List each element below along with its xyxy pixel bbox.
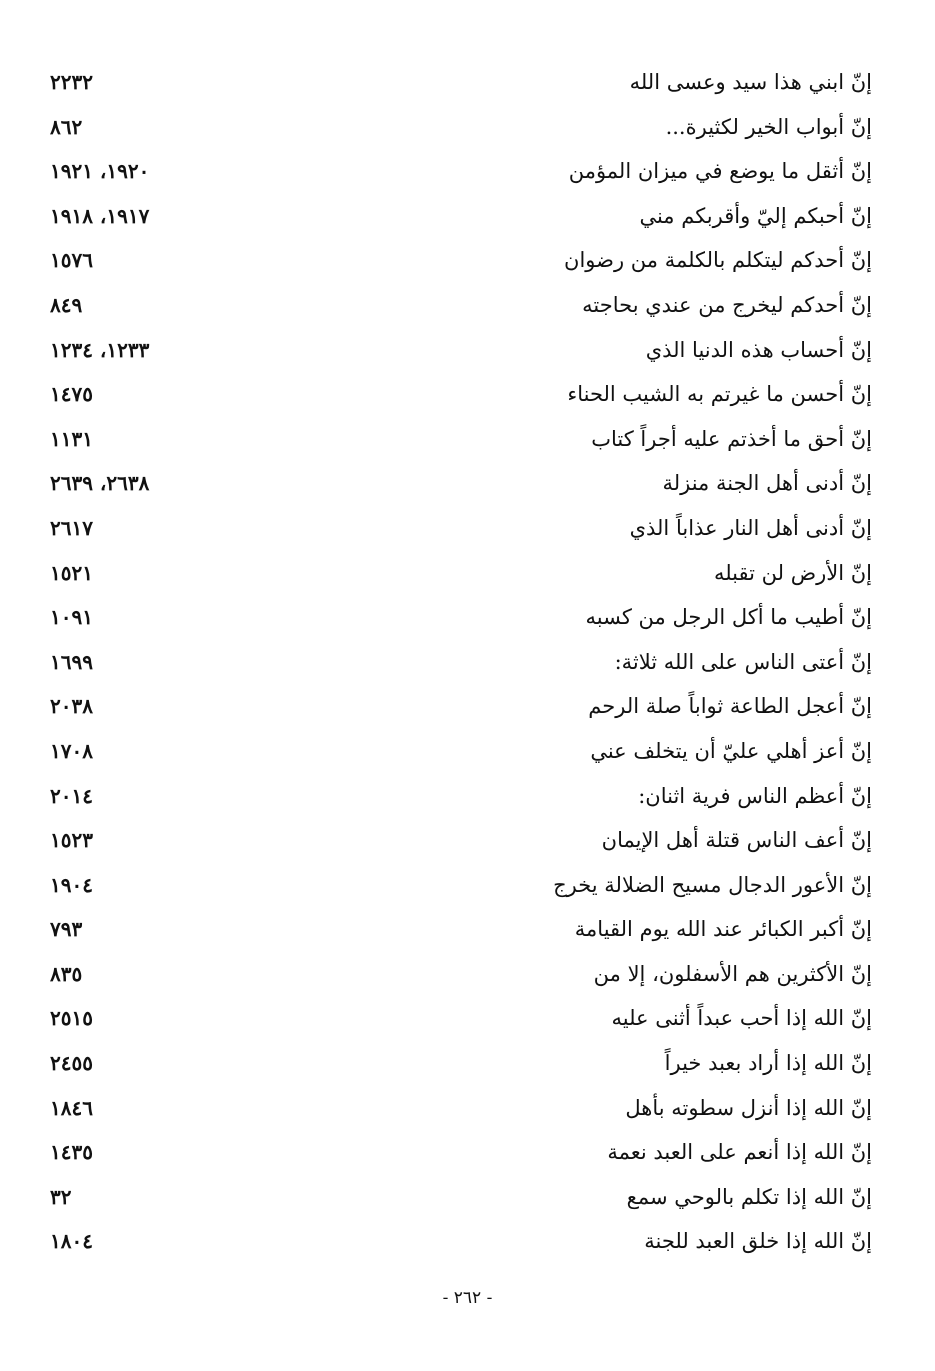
index-entry xyxy=(40,733,880,778)
index-entry xyxy=(40,421,880,466)
index-entry xyxy=(40,1134,880,1179)
index-entry xyxy=(40,1000,880,1045)
entry-text: إنّ أحسن ما غيرتم به الشيب الحناء xyxy=(567,382,872,407)
index-entry xyxy=(40,599,880,644)
entry-text: إنّ الله إذا تكلم بالوحي سمع xyxy=(626,1184,872,1209)
entry-reference-number: ٨٤٩ xyxy=(50,292,83,317)
index-entry xyxy=(40,867,880,912)
entry-text: إنّ أحدكم ليخرج من عندي بحاجته xyxy=(582,292,872,317)
entry-text: إنّ أبواب الخير لكثيرة... xyxy=(665,114,872,139)
entry-text: إنّ الله إذا أحب عبداً أثنى عليه xyxy=(611,1006,872,1031)
entry-reference-number: ١٩٠٤ xyxy=(50,872,93,897)
entry-reference-number: ١٥٧٦ xyxy=(50,248,93,273)
index-entry xyxy=(40,332,880,377)
entry-reference-number: ١٦٩٩ xyxy=(50,649,93,674)
entry-text: إنّ أعز أهلي عليّ أن يتخلف عني xyxy=(590,738,872,763)
index-entry xyxy=(40,109,880,154)
entry-reference-number: ١٩١٧، ١٩١٨ xyxy=(50,203,150,228)
entry-text: إنّ الله إذا خلق العبد للجنة xyxy=(644,1229,872,1254)
entry-text: إنّ أدنى أهل النار عذاباً الذي xyxy=(629,515,872,540)
index-entry xyxy=(40,778,880,823)
entry-reference-number: ٢٦٣٨، ٢٦٣٩ xyxy=(50,471,150,496)
entry-text: إنّ الله إذا أراد بعبد خيراً xyxy=(664,1051,872,1076)
index-entry xyxy=(40,1179,880,1224)
entry-text: إنّ أحق ما أخذتم عليه أجراً كتاب xyxy=(591,426,872,451)
entry-reference-number: ١٩٢٠، ١٩٢١ xyxy=(50,159,150,184)
index-entry xyxy=(40,1045,880,1090)
entry-reference-number: ١٤٧٥ xyxy=(50,382,93,407)
index-entry xyxy=(40,644,880,689)
entry-reference-number: ١٨٤٦ xyxy=(50,1095,93,1120)
entry-text: إنّ الأعور الدجال مسيح الضلالة يخرج xyxy=(553,872,872,897)
entry-text: إنّ ابني هذا سيد وعسى الله xyxy=(629,70,872,94)
entry-reference-number: ٢٥١٥ xyxy=(50,1006,93,1031)
entry-text: إنّ الله إذا أنزل سطوته بأهل xyxy=(625,1095,872,1120)
entry-reference-number: ١٤٣٥ xyxy=(50,1140,93,1165)
entry-reference-number: ٢٠١٤ xyxy=(50,783,93,808)
hadith-index-list xyxy=(40,64,880,1268)
index-entry xyxy=(40,465,880,510)
index-entry xyxy=(40,287,880,332)
index-entry xyxy=(40,242,880,287)
entry-reference-number: ١٨٠٤ xyxy=(50,1229,93,1254)
entry-reference-number: ١١٣١ xyxy=(50,426,93,451)
entry-reference-number: ٢٦١٧ xyxy=(50,515,93,540)
entry-reference-number: ٧٩٣ xyxy=(50,917,83,942)
entry-text: إنّ أحساب هذه الدنيا الذي xyxy=(645,337,872,362)
index-entry xyxy=(40,510,880,555)
entry-text: إنّ أثقل ما يوضع في ميزان المؤمن xyxy=(568,159,872,184)
entry-text: إنّ أدنى أهل الجنة منزلة xyxy=(662,471,872,496)
entry-reference-number: ١٢٣٣، ١٢٣٤ xyxy=(50,337,150,362)
entry-text: إنّ أعتى الناس على الله ثلاثة: xyxy=(614,649,872,674)
entry-text: إنّ أعجل الطاعة ثواباً صلة الرحم xyxy=(588,694,872,719)
entry-reference-number: ٢٢٣٢ xyxy=(50,70,93,94)
page-number: - ٢٦٢ - xyxy=(442,1288,493,1308)
index-entry xyxy=(40,64,880,109)
entry-text: إنّ الأرض لن تقبله xyxy=(713,560,872,585)
index-entry xyxy=(40,198,880,243)
index-entry xyxy=(40,555,880,600)
index-entry xyxy=(40,1223,880,1268)
entry-reference-number: ١٥٢١ xyxy=(50,560,93,585)
entry-reference-number: ٨٦٢ xyxy=(50,114,83,139)
entry-text: إنّ أكبر الكبائر عند الله يوم القيامة xyxy=(574,917,872,942)
entry-text: إنّ أطيب ما أكل الرجل من كسبه xyxy=(585,605,872,630)
index-entry xyxy=(40,911,880,956)
index-entry xyxy=(40,376,880,421)
entry-reference-number: ٨٣٥ xyxy=(50,961,83,986)
index-entry xyxy=(40,1090,880,1135)
index-entry xyxy=(40,688,880,733)
entry-text: إنّ أحبكم إليّ وأقربكم مني xyxy=(639,203,872,228)
entry-text: إنّ أعظم الناس فرية اثنان: xyxy=(638,783,872,808)
index-entry xyxy=(40,153,880,198)
entry-text: إنّ أعف الناس قتلة أهل الإيمان xyxy=(601,828,872,853)
entry-reference-number: ١٧٠٨ xyxy=(50,738,93,763)
entry-reference-number: ٣٢ xyxy=(50,1184,72,1209)
index-entry xyxy=(40,822,880,867)
index-entry xyxy=(40,956,880,1001)
entry-text: إنّ الله إذا أنعم على العبد نعمة xyxy=(607,1140,872,1165)
entry-reference-number: ١٠٩١ xyxy=(50,605,93,630)
entry-text: إنّ الأكثرين هم الأسفلون، إلا من xyxy=(593,961,872,986)
entry-reference-number: ٢٠٣٨ xyxy=(50,694,93,719)
entry-reference-number: ١٥٢٣ xyxy=(50,828,93,853)
entry-text: إنّ أحدكم ليتكلم بالكلمة من رضوان xyxy=(564,248,872,273)
entry-reference-number: ٢٤٥٥ xyxy=(50,1051,93,1076)
